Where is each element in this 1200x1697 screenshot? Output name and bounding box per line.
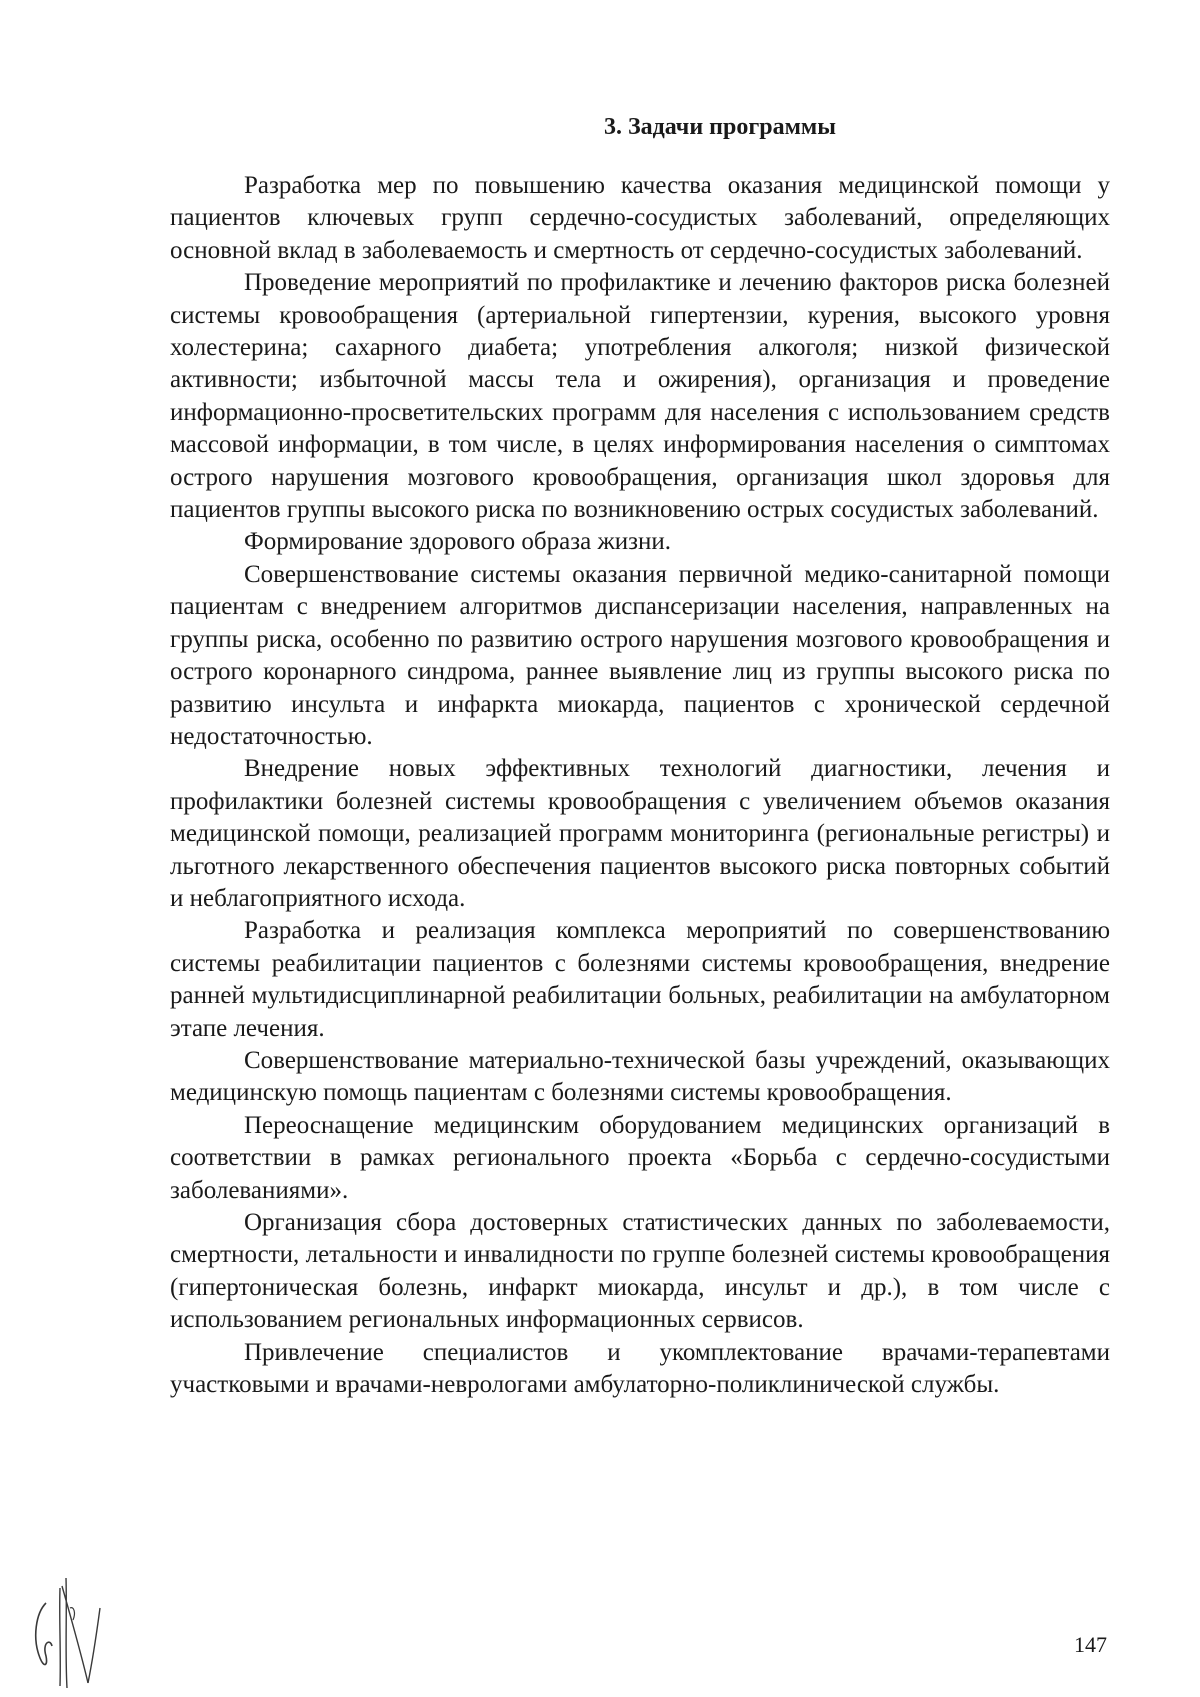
paragraph-5: Внедрение новых эффективных технологий диагностики, лечения и профилактики болезней системы кровообращения с увеличением объемов оказания медицинской помощи, реализацией программ мониторинга (региональные регистры) и льготного лекарственного обеспечения пациентов высокого риска повторных событий и неблагоприятного исхода. — [170, 755, 1110, 912]
paragraph-10: Привлечение специалистов и укомплектование врачами-терапевтами участковыми и врачами-неврологами амбулаторно-поликлинической службы. — [170, 1338, 1110, 1399]
paragraph-8: Переоснащение медицинским оборудованием медицинских организаций в соответствии в рамках регионального проекта «Борьба с сердечно-сосудистыми заболеваниями». — [170, 1111, 1110, 1204]
paragraph-4: Совершенствование системы оказания первичной медико-санитарной помощи пациентам с внедрением алгоритмов диспансеризации населения, направленных на группы риска, особенно по развитию острого нарушения мозгового кровообращения и острого коронарного синдрома, раннее выявление лиц из группы высокого риска по развитию инсульта и инфаркта миокарда, пациентов с хронической сердечной недостаточностью. — [170, 560, 1110, 750]
document-page — [170, 110, 1110, 1401]
paragraph-7: Совершенствование материально-технической базы учреждений, оказывающих медицинскую помощь пациентам с болезнями системы кровообращения. — [170, 1046, 1110, 1107]
section-title: 3. Задачи программы — [603, 114, 837, 140]
paragraph-1: Разработка мер по повышению качества оказания медицинской помощи у пациентов ключевых групп сердечно-сосудистых заболеваний, определяющих основной вклад в заболеваемость и смертность от сердечно-сосудистых заболеваний. — [170, 172, 1110, 264]
paragraph-9: Организация сбора достоверных статистических данных по заболеваемости, смертности, летальности и инвалидности по группе болезней системы кровообращения (гипертоническая болезнь, инфаркт миокарда, инсульт и др.), в том числе с использованием региональных информационных сервисов. — [170, 1209, 1110, 1334]
page-number: 147 — [1074, 1632, 1107, 1657]
paragraph-3: Формирование здорового образа жизни. — [244, 528, 671, 556]
signature-icon — [26, 1568, 116, 1693]
paragraph-2: Проведение мероприятий по профилактике и лечению факторов риска болезней системы кровообращения (артериальной гипертензии, курения, высокого уровня холестерина; сахарного диабета; употребления алкоголя; низкой физической активности; избыточной массы тела и ожирения), организация и проведение информационно-просветительских программ для населения с использованием средств массовой информации, в том числе, в целях информирования населения о симптомах острого нарушения мозгового кровообращения, организация школ здоровья для пациентов группы высокого риска по возникновению острых сосудистых заболеваний. — [170, 269, 1110, 524]
paragraph-6: Разработка и реализация комплекса мероприятий по совершенствованию системы реабилитации пациентов с болезнями системы кровообращения, внедрение ранней мультидисциплинарной реабилитации больных, реабилитации на амбулаторном этапе лечения. — [170, 917, 1110, 1042]
